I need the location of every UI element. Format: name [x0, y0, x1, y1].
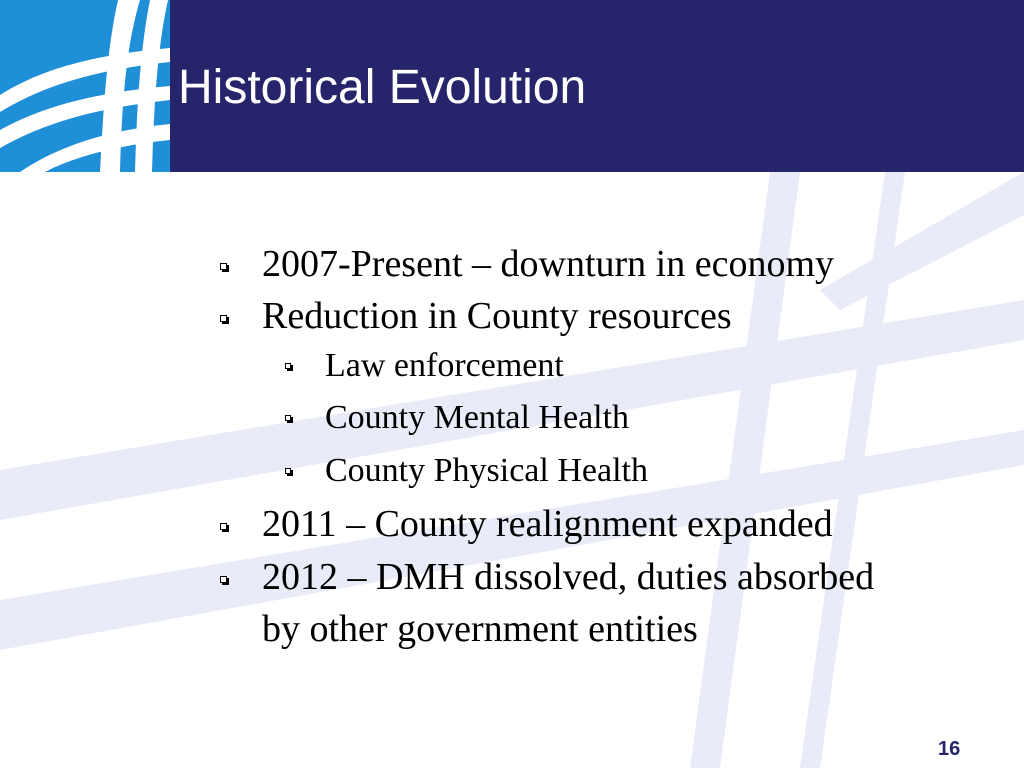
- page-number: 16: [938, 738, 961, 760]
- bullet-continuation: by other government entities: [262, 608, 698, 650]
- slide-title: Historical Evolution: [178, 61, 587, 114]
- bullet-item: 2007-Present – downturn in economy: [262, 238, 834, 290]
- square-bullet-icon: [285, 415, 291, 421]
- square-bullet-icon: [220, 576, 227, 583]
- sub-bullet-item: County Mental Health: [325, 392, 629, 444]
- square-bullet-icon: [285, 363, 291, 369]
- square-bullet-icon: [220, 263, 227, 270]
- square-bullet-icon: [285, 468, 291, 474]
- square-bullet-icon: [220, 315, 227, 322]
- square-bullet-icon: [220, 523, 227, 530]
- sub-bullet-item: Law enforcement: [325, 340, 564, 392]
- bullet-item: 2011 – County realignment expanded: [262, 498, 833, 550]
- sub-bullet-item: County Physical Health: [325, 445, 648, 497]
- bullet-item: 2012 – DMH dissolved, duties absorbed: [262, 551, 874, 603]
- bullet-item: Reduction in County resources: [262, 290, 732, 342]
